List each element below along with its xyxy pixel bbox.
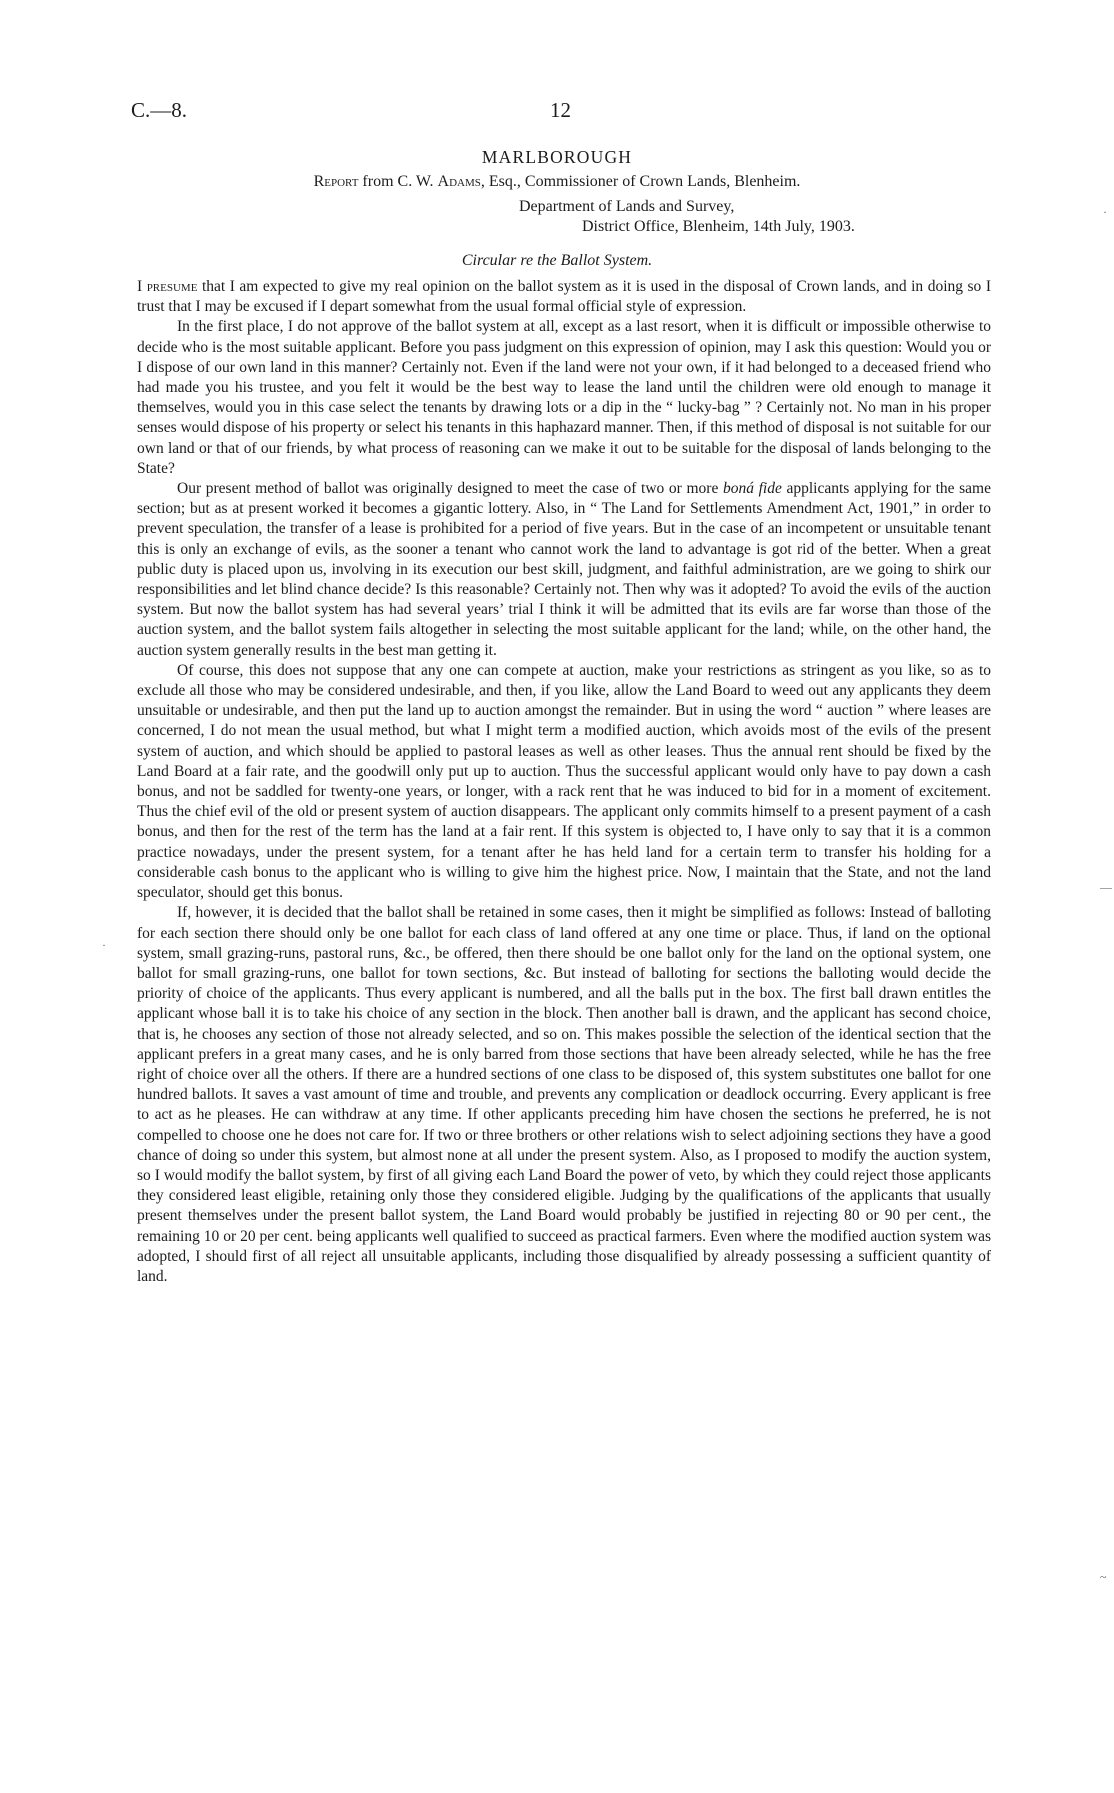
paragraph-3-text-b: applicants applying for the same section; but as at present worked it becomes a gigantic lottery. Also, in “ The Land for Settlements Amendment Act, 1901,” in order to prevent speculation, the transfer of a lease is prohibited for a period of five years. But in the case of an incompetent or unsuitable tenant this is only an exchange of evils, as the sooner a tenant who cannot work the land to advantage is got rid of the better. When a great public duty is placed upon us, involving in its execution our best skill, judgment, and faithful administration, are we going to shirk our responsibilities and let blind chance decide? Is this reasonable? Certainly not. Then why was it adopted? To avoid the evils of the auction system. But now the ballot system has had several years’ trial I think it will be admitted that its evils are far worse than those of the auction system, and the ballot system fails altogether in selecting the most suitable applicant for the land; while, on the other hand, the auction system generally results in the best man getting it. bbox=[137, 480, 991, 659]
paragraph-2: In the first place, I do not approve of the ballot system at all, except as a last resort, when it is difficult or impossible otherwise to decide who is the most suitable applicant. Before you pass judgment on this expression of opinion, may I ask this question: Would you or I dispose of our own land in this manner? Certainly not. Even if the land were not your own, if it had belonged to a deceased friend who had made you his trustee, and you felt it would be the best way to lease the land until the children were old enough to manage it themselves, would you in this case select the tenants by drawing lots or a dip in the “ lucky-bag ” ? Certainly not. No man in his proper senses would dispose of his property or select his tenants in this haphazard manner. Then, if this method of disposal is not suitable for our own land or that of our friends, by what process of reasoning can we make it out to be suitable for the disposal of lands belonging to the State? bbox=[137, 318, 991, 477]
paragraph-1-lead: I presume bbox=[137, 278, 198, 295]
margin-mark: — bbox=[1100, 880, 1112, 894]
paragraph-3-text-a: Our present method of ballot was originally designed to meet the case of two or more bbox=[177, 480, 723, 498]
paragraph-5: If, however, it is decided that the ballot shall be retained in some cases, then it might be simplified as follows: Instead of balloting for each section there should only be one ballot for each class of land offered at any one time or place. Thus, if land on the optional system, small grazing-runs, pastoral runs, &c., be offered, then there should be one ballot only for the land on the optional system, one ballot for small grazing-runs, one ballot for town sections, &c. But instead of balloting for sections the balloting would decide the priority of choice of the applicants. Thus every applicant is numbered, and all the balls put in the box. The first ball drawn entitles the applicant whose ball it is to take his choice of any section in the block. Then another ball is drawn, and the applicant has second choice, that is, he chooses any section of those not already selected, and so on. This makes possible the selection of the identical section that the applicant prefers in a great many cases, and he is only barred from those sections that have been already selected, while he has the free right of choice over all the others. If there are a hundred sections of one class to be disposed of, this system substitutes one ballot for one hundred ballots. It saves a vast amount of time and trouble, and prevents any complication or deadlock occurring. Every applicant is free to act as he pleases. He can withdraw at any time. If other applicants preceding him have chosen the sections he preferred, he is not compelled to choose one he does not care for. If two or three brothers or other relations wish to select adjoining sections they have a good chance of doing so under this system, but almost none at all under the present system. Also, as I proposed to modify the auction system, so I would modify the ballot system, by first of all giving each Land Board the power of veto, by which they could reject those applicants they considered least eligible, retaining only those they considered eligible. Judging by the qualifications of the applicants that usually present themselves under the present ballot system, the Land Board would probably be justified in rejecting 80 or 90 per cent., the remaining 10 or 20 per cent. being applicants well qualified to succeed as practical farmers. Even where the modified auction system was adopted, I should first of all reject all unsuitable applicants, including those disqualified by already possessing a sufficient quantity of land. bbox=[137, 904, 991, 1285]
report-line bbox=[0, 173, 1114, 191]
paragraph-4: Of course, this does not suppose that any one can compete at auction, make your restrictions as stringent as you like, so as to exclude all those who may be considered undesirable, and then, if you like, allow the Land Board to weed out any applicants they deem unsuitable or undesirable, and then put the land up to auction amongst the remainder. But in using the word “ auction ” where leases are concerned, I do not mean the usual method, but what I might term a modified auction, which avoids most of the evils of the present system of auction, and which should be applied to pastoral leases as well as other leases. Thus the annual rent should be fixed by the Land Board at a fair rate, and the goodwill only put up to auction. Thus the successful applicant would only have to pay down a cash bonus, and not be saddled for twenty-one years, or longer, with a rack rent that he was induced to bid for in a moment of excitement. Thus the chief evil of the old or present system of auction disappears. The applicant only commits himself to a present payment of a cash bonus, and then for the rest of the term has the land at a fair rent. If this system is objected to, I have only to say that it is a common practice nowadays, under the present system, for a tenant after he has held land for a certain term to transfer his holding for a considerable cash bonus to the applicant who is willing to give him the highest price. Now, I maintain that the State, and not the land speculator, should get this bonus. bbox=[137, 661, 991, 902]
letter-body bbox=[137, 277, 991, 1287]
circular-heading: Circular re the Ballot System. bbox=[461, 252, 653, 269]
report-author: Adams bbox=[437, 173, 481, 190]
page-header bbox=[131, 98, 991, 128]
report-prefix: Report bbox=[313, 173, 359, 190]
report-rest: , Esq., Commissioner of Crown Lands, Blenheim. bbox=[480, 173, 801, 190]
paragraph-1-text: that I am expected to give my real opinion on the ballot system as it is used in the disposal of Crown lands, and in doing so I trust that I may be excused if I depart somewhat from the usual formal official style of expression. bbox=[137, 278, 991, 316]
margin-mark: · bbox=[102, 938, 106, 952]
margin-mark: · bbox=[1103, 205, 1107, 219]
address-office-date: District Office, Blenheim, 14th July, 1903. bbox=[582, 218, 855, 235]
paragraph-1 bbox=[137, 277, 991, 317]
page-number: 12 bbox=[550, 98, 571, 122]
address-department: Department of Lands and Survey, bbox=[519, 198, 735, 215]
margin-mark: ~ bbox=[1100, 1570, 1107, 1584]
paragraph-3-italic: boná fide bbox=[722, 480, 782, 498]
section-title: MARLBOROUGH bbox=[481, 147, 633, 167]
paragraph-3 bbox=[137, 479, 991, 661]
report-from: from C. W. bbox=[358, 173, 438, 190]
document-code: C.—8. bbox=[131, 98, 188, 122]
